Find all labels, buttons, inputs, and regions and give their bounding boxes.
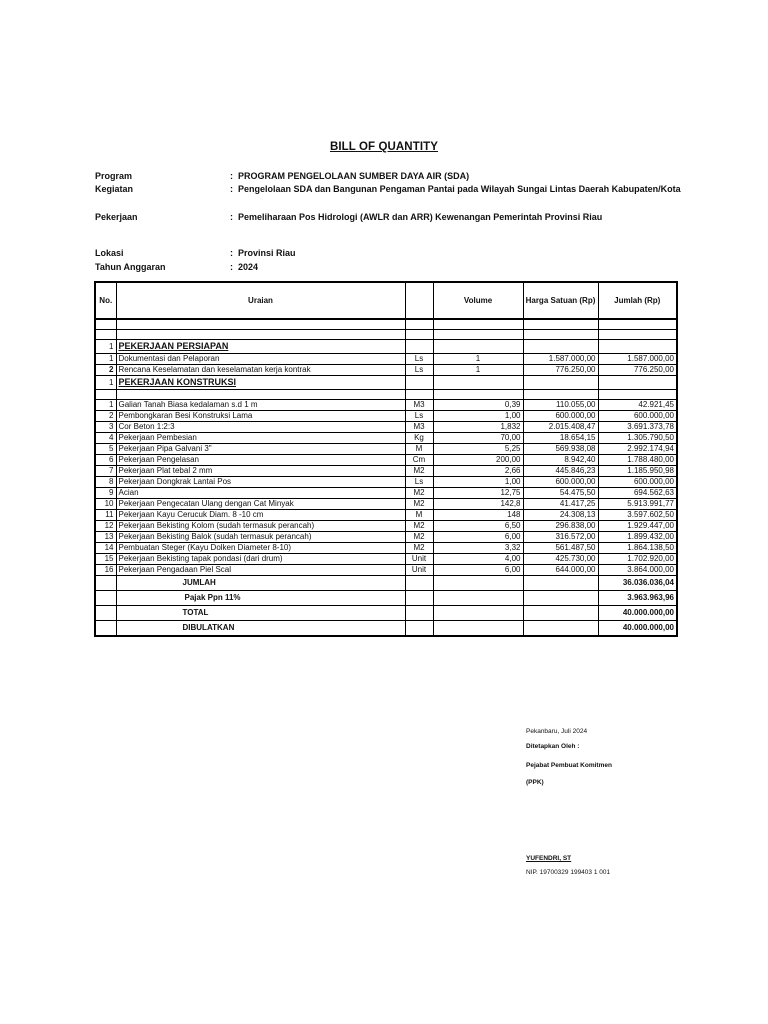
item-total: 5.913.991,77 (598, 499, 677, 510)
table-row (95, 554, 677, 565)
item-price: 2.015.408,47 (523, 422, 598, 433)
item-description: Pekerjaan Pengecatan Ulang dengan Cat Minyak (116, 499, 405, 510)
item-price: 18.654,15 (523, 433, 598, 444)
table-cell (523, 390, 598, 400)
table-cell (405, 591, 433, 606)
table-header-row (95, 282, 677, 319)
total-label: TOTAL (116, 606, 405, 621)
item-price: 445.846,23 (523, 466, 598, 477)
item-no: 11 (95, 510, 116, 521)
item-volume: 1,00 (433, 477, 523, 488)
item-total: 42.921,45 (598, 400, 677, 411)
document-title: BILL OF QUANTITY (329, 141, 439, 153)
table-cell (95, 606, 116, 621)
item-volume: 148 (433, 510, 523, 521)
table-cell (598, 376, 677, 390)
table-cell (405, 621, 433, 637)
total-row (95, 576, 677, 591)
table-cell (433, 390, 523, 400)
table-cell (95, 621, 116, 637)
item-price: 600.000,00 (523, 411, 598, 422)
item-no: 2 (95, 365, 116, 376)
colon: : (230, 171, 233, 181)
item-no: 7 (95, 466, 116, 477)
table-row (95, 422, 677, 433)
item-unit: M3 (405, 400, 433, 411)
item-unit: M2 (405, 488, 433, 499)
item-total: 3.597.602,50 (598, 510, 677, 521)
item-price: 776.250,00 (523, 365, 598, 376)
colon: : (230, 184, 233, 194)
total-row (95, 591, 677, 606)
table-cell (523, 591, 598, 606)
item-no: 10 (95, 499, 116, 510)
table-cell (405, 376, 433, 390)
item-volume: 1,00 (433, 411, 523, 422)
item-description: Pekerjaan Kayu Cerucuk Diam. 8 -10 cm (116, 510, 405, 521)
item-price: 600.000,00 (523, 477, 598, 488)
table-row (95, 543, 677, 554)
tahun-label: Tahun Anggaran (95, 262, 166, 272)
table-row (95, 488, 677, 499)
item-volume: 1 (433, 365, 523, 376)
item-unit: Unit (405, 554, 433, 565)
item-no: 13 (95, 532, 116, 543)
item-volume: 1 (433, 354, 523, 365)
item-volume: 200,00 (433, 455, 523, 466)
table-cell (598, 390, 677, 400)
item-unit: Ls (405, 477, 433, 488)
item-price: 316.572,00 (523, 532, 598, 543)
pekerjaan-value: Pemeliharaan Pos Hidrologi (AWLR dan ARR) Kewenangan Pemerintah Provinsi Riau (238, 212, 603, 222)
item-unit: M2 (405, 499, 433, 510)
item-no: 6 (95, 455, 116, 466)
item-volume: 6,00 (433, 565, 523, 576)
item-unit: Ls (405, 354, 433, 365)
spacer-row (95, 390, 677, 400)
table-row (95, 477, 677, 488)
table-cell (116, 390, 405, 400)
total-label: Pajak Ppn 11% (116, 591, 405, 606)
table-cell (95, 591, 116, 606)
section-no: 1 (95, 376, 116, 390)
item-unit: Unit (405, 565, 433, 576)
table-row (95, 455, 677, 466)
table-cell (95, 576, 116, 591)
item-no: 1 (95, 400, 116, 411)
item-volume: 70,00 (433, 433, 523, 444)
item-no: 12 (95, 521, 116, 532)
total-row (95, 606, 677, 621)
item-description: Pekerjaan Pengelasan (116, 455, 405, 466)
table-cell (433, 606, 523, 621)
boq-body (95, 319, 677, 636)
signature-role: Pejabat Pembuat Komitmen (526, 762, 612, 769)
table-cell (523, 376, 598, 390)
item-volume: 12,75 (433, 488, 523, 499)
item-unit: M2 (405, 543, 433, 554)
table-cell (405, 606, 433, 621)
item-total: 3.864.000,00 (598, 565, 677, 576)
table-cell (433, 376, 523, 390)
spacer-row (95, 319, 677, 330)
item-description: Pekerjaan Pipa Galvani 3" (116, 444, 405, 455)
table-cell (523, 606, 598, 621)
item-description: Pekerjaan Pengadaan Piel Scal (116, 565, 405, 576)
item-price: 296.838,00 (523, 521, 598, 532)
item-description: Cor Beton 1:2:3 (116, 422, 405, 433)
item-unit: M2 (405, 521, 433, 532)
item-total: 1.929.447,00 (598, 521, 677, 532)
item-no: 2 (95, 411, 116, 422)
item-description: Pembuatan Steger (Kayu Dolken Diameter 8-10) (116, 543, 405, 554)
item-volume: 1,832 (433, 422, 523, 433)
item-no: 4 (95, 433, 116, 444)
signature-name: YUFENDRI, ST (526, 855, 572, 862)
lokasi-label: Lokasi (95, 248, 124, 258)
item-volume: 0,39 (433, 400, 523, 411)
item-price: 24.308,13 (523, 510, 598, 521)
item-no: 5 (95, 444, 116, 455)
table-cell (95, 390, 116, 400)
item-total: 2.992.174,94 (598, 444, 677, 455)
item-price: 561.487,50 (523, 543, 598, 554)
table-row (95, 400, 677, 411)
section-no: 1 (95, 340, 116, 354)
item-volume: 4,00 (433, 554, 523, 565)
table-cell (433, 576, 523, 591)
header-unit (405, 282, 433, 319)
total-value: 40.000.000,00 (598, 621, 677, 637)
item-total: 600.000,00 (598, 477, 677, 488)
item-description: Pekerjaan Plat tebal 2 mm (116, 466, 405, 477)
item-price: 41.417,25 (523, 499, 598, 510)
item-total: 1.899.432,00 (598, 532, 677, 543)
item-total: 776.250,00 (598, 365, 677, 376)
signature-nip: NIP. 19700329 199403 1 001 (526, 869, 611, 876)
item-volume: 6,00 (433, 532, 523, 543)
table-cell (405, 390, 433, 400)
item-unit: M3 (405, 422, 433, 433)
item-description: Pembongkaran Besi Konstruksi Lama (116, 411, 405, 422)
item-description: Rencana Keselamatan dan keselamatan kerja kontrak (116, 365, 405, 376)
item-unit: Ls (405, 365, 433, 376)
signature-place-date: Pekanbaru, Juli 2024 (526, 728, 588, 735)
tahun-value: 2024 (238, 262, 259, 272)
table-row (95, 466, 677, 477)
item-unit: M2 (405, 532, 433, 543)
signature-role-abbr: (PPK) (526, 779, 544, 786)
item-no: 8 (95, 477, 116, 488)
item-volume: 5,25 (433, 444, 523, 455)
header-volume: Volume (433, 282, 523, 319)
item-total: 1.788.480,00 (598, 455, 677, 466)
program-label: Program (95, 171, 133, 181)
table-cell (433, 591, 523, 606)
item-description: Dokumentasi dan Pelaporan (116, 354, 405, 365)
item-volume: 3,32 (433, 543, 523, 554)
total-value: 36.036.036,04 (598, 576, 677, 591)
item-description: Pekerjaan Dongkrak Lantai Pos (116, 477, 405, 488)
table-cell (405, 576, 433, 591)
item-volume: 6,50 (433, 521, 523, 532)
table-row (95, 565, 677, 576)
header-jumlah: Jumlah (Rp) (598, 282, 677, 319)
item-description: Pekerjaan Bekisting Kolom (sudah termasuk perancah) (116, 521, 405, 532)
total-value: 3.963.963,96 (598, 591, 677, 606)
spacer-row (95, 330, 677, 340)
item-total: 1.305.790,50 (598, 433, 677, 444)
item-total: 1.702.920,00 (598, 554, 677, 565)
item-price: 425.730,00 (523, 554, 598, 565)
item-price: 110.055,00 (523, 400, 598, 411)
item-no: 3 (95, 422, 116, 433)
kegiatan-label: Kegiatan (95, 184, 134, 194)
total-row (95, 621, 677, 637)
lokasi-value: Provinsi Riau (238, 248, 296, 258)
kegiatan-value: Pengelolaan SDA dan Bangunan Pengaman Pantai pada Wilayah Sungai Lintas Daerah Kabupaten/Kota (238, 184, 681, 194)
section-title: PEKERJAAN PERSIAPAN (116, 340, 405, 354)
table-row (95, 521, 677, 532)
colon: : (230, 262, 233, 272)
boq-table (94, 281, 678, 637)
table-row (95, 354, 677, 365)
table-row (95, 510, 677, 521)
item-total: 1.864.138,50 (598, 543, 677, 554)
item-unit: M (405, 510, 433, 521)
section-row-persiapan (95, 340, 677, 354)
item-price: 644.000,00 (523, 565, 598, 576)
item-price: 569.938,08 (523, 444, 598, 455)
table-row (95, 532, 677, 543)
table-row (95, 499, 677, 510)
item-description: Acian (116, 488, 405, 499)
item-description: Pekerjaan Bekisting Balok (sudah termasuk perancah) (116, 532, 405, 543)
item-unit: Cm (405, 455, 433, 466)
item-no: 15 (95, 554, 116, 565)
item-no: 1 (95, 354, 116, 365)
section-title: PEKERJAAN KONSTRUKSI (116, 376, 405, 390)
program-value: PROGRAM PENGELOLAAN SUMBER DAYA AIR (SDA) (238, 171, 470, 181)
item-total: 694.562,63 (598, 488, 677, 499)
item-total: 600.000,00 (598, 411, 677, 422)
colon: : (230, 212, 233, 222)
table-cell (523, 621, 598, 637)
total-label: DIBULATKAN (116, 621, 405, 637)
table-row (95, 411, 677, 422)
total-label: JUMLAH (116, 576, 405, 591)
table-cell (523, 576, 598, 591)
item-no: 14 (95, 543, 116, 554)
table-cell (433, 621, 523, 637)
table-row (95, 444, 677, 455)
item-total: 1.587.000,00 (598, 354, 677, 365)
header-no: No. (95, 282, 116, 319)
item-unit: Kg (405, 433, 433, 444)
item-no: 9 (95, 488, 116, 499)
section-row-konstruksi (95, 376, 677, 390)
item-volume: 2,66 (433, 466, 523, 477)
table-row (95, 433, 677, 444)
item-description: Galian Tanah Biasa kedalaman s.d 1 m (116, 400, 405, 411)
item-unit: Ls (405, 411, 433, 422)
item-description: Pekerjaan Pembesian (116, 433, 405, 444)
item-total: 3.691.373,78 (598, 422, 677, 433)
item-volume: 142,8 (433, 499, 523, 510)
table-row (95, 365, 677, 376)
total-value: 40.000.000,00 (598, 606, 677, 621)
item-no: 16 (95, 565, 116, 576)
item-total: 1.185.950,98 (598, 466, 677, 477)
pekerjaan-label: Pekerjaan (95, 212, 138, 222)
item-unit: M2 (405, 466, 433, 477)
item-unit: M (405, 444, 433, 455)
header-harga: Harga Satuan (Rp) (523, 282, 598, 319)
item-price: 1.587.000,00 (523, 354, 598, 365)
item-price: 54.475,50 (523, 488, 598, 499)
signature-set-by: Ditetapkan Oleh : (526, 743, 580, 750)
item-description: Pekerjaan Bekisting tapak pondasi (dari drum) (116, 554, 405, 565)
item-price: 8.942,40 (523, 455, 598, 466)
header-uraian: Uraian (116, 282, 405, 319)
colon: : (230, 248, 233, 258)
